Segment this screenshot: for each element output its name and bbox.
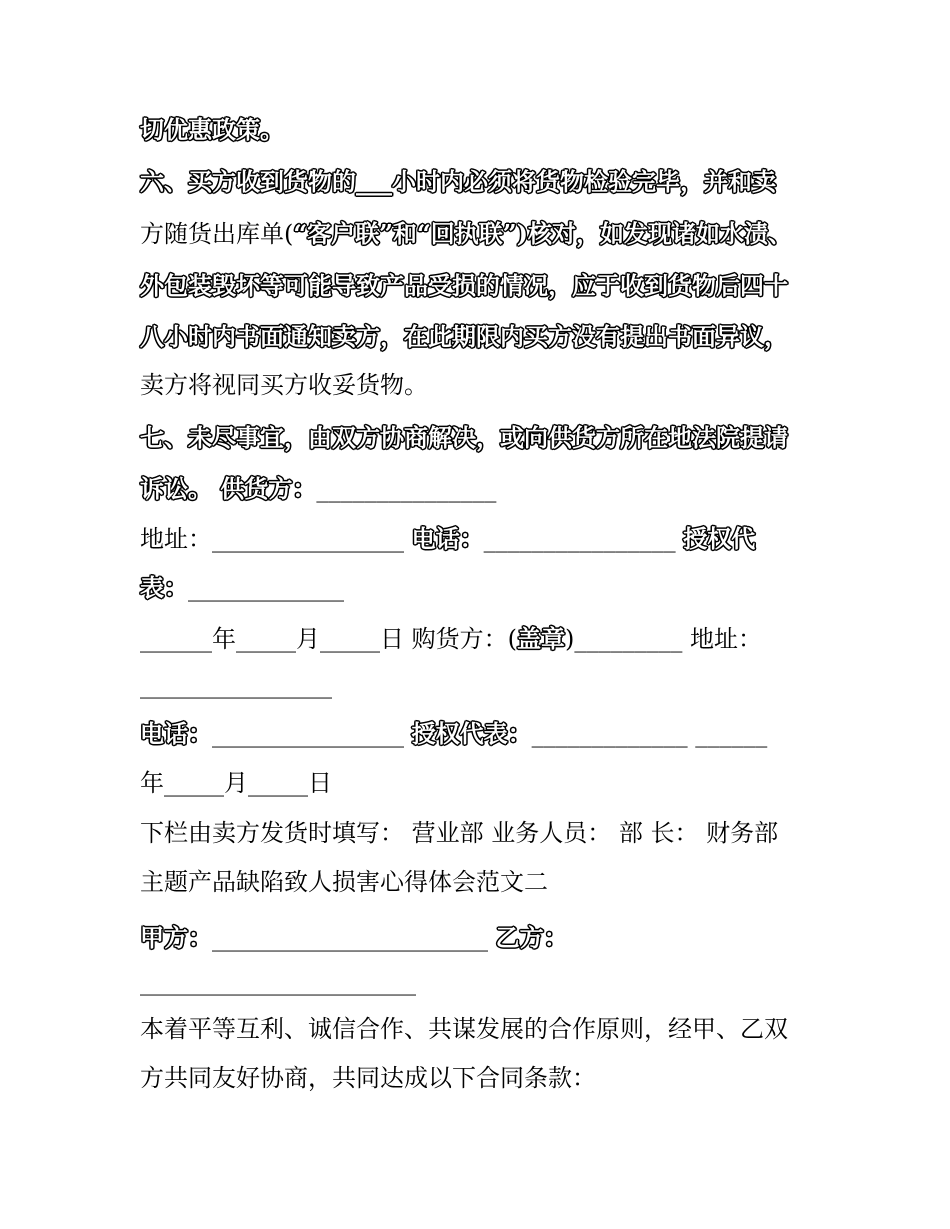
text-line-8 bbox=[140, 473, 820, 505]
text-line-8-part-1: 诉讼。 供货方： bbox=[140, 474, 317, 503]
text-line-20: 方共同友好协商，共同达成以下合同条款： bbox=[140, 1064, 596, 1092]
text-line-19: 本着平等互利、诚信合作、共谋发展的合作原则，经甲、乙双 bbox=[140, 1015, 788, 1043]
text-line-10-part-1: 表： bbox=[140, 573, 188, 602]
text-line-17-part-2: _______________________ bbox=[212, 924, 496, 952]
text-line-6: 卖方将视同买方收妥货物。 bbox=[140, 371, 428, 399]
text-line-16: 主题产品缺陷致人损害心得体会范文二 bbox=[140, 868, 548, 896]
text-line-10-part-2: _____________ bbox=[188, 574, 344, 602]
text-line-13 bbox=[140, 718, 820, 750]
text-line-8-part-2: _______________ bbox=[316, 475, 497, 503]
text-line-15: 下栏由卖方发货时填写： 营业部 业务人员： 部 长： 财务部 bbox=[140, 819, 779, 847]
text-line-10 bbox=[140, 572, 820, 604]
text-line-13-part-3: 授权代表： bbox=[411, 719, 532, 748]
text-line-2: 六、买方收到货物的___小时内必须将货物检验完毕，并和卖 bbox=[140, 167, 776, 196]
text-line-11 bbox=[140, 623, 820, 655]
text-line-17-part-3: 乙方： bbox=[495, 923, 568, 952]
text-line-13-part-4: _____________ ______ bbox=[531, 720, 768, 748]
text-line-9-part-3: ________________ bbox=[483, 525, 684, 553]
text-line-11-part-1: ______年_____月_____日 购货方：( bbox=[140, 625, 517, 653]
text-line-17 bbox=[140, 922, 820, 954]
text-line-11-part-2: 盖章 bbox=[517, 624, 565, 653]
text-line-12: ________________ bbox=[140, 671, 332, 699]
text-line-13-part-2: ________________ bbox=[212, 720, 412, 748]
text-line-5: 八小时内书面通知卖方，在此期限内买方没有提出书面异议， bbox=[140, 322, 788, 351]
text-line-1: 切优惠政策。 bbox=[140, 115, 284, 144]
text-line-3-part-1: 方随货出库单( bbox=[140, 220, 294, 248]
text-line-13-part-1: 电话： bbox=[140, 719, 212, 748]
text-line-3-part-2: “客户联”和“回执联”)核对，如发现诸如水渍、 bbox=[293, 219, 792, 248]
text-line-18: _______________________ bbox=[140, 968, 416, 996]
text-line-3 bbox=[140, 218, 820, 250]
text-line-9-part-2: 电话： bbox=[411, 524, 484, 553]
text-line-7: 七、未尽事宜，由双方协商解决，或向供货方所在地法院提请 bbox=[140, 423, 788, 452]
text-line-17-part-1: 甲方： bbox=[140, 923, 212, 952]
text-line-11-part-3: )_________ 地址： bbox=[565, 625, 762, 653]
text-line-9-part-1: 地址：________________ bbox=[140, 525, 412, 553]
text-line-9 bbox=[140, 523, 820, 555]
text-line-14: 年_____月_____日 bbox=[140, 769, 332, 797]
text-line-9-part-4: 授权代 bbox=[683, 524, 756, 553]
text-line-4: 外包装毁坏等可能导致产品受损的情况，应于收到货物后四十 bbox=[140, 271, 788, 300]
